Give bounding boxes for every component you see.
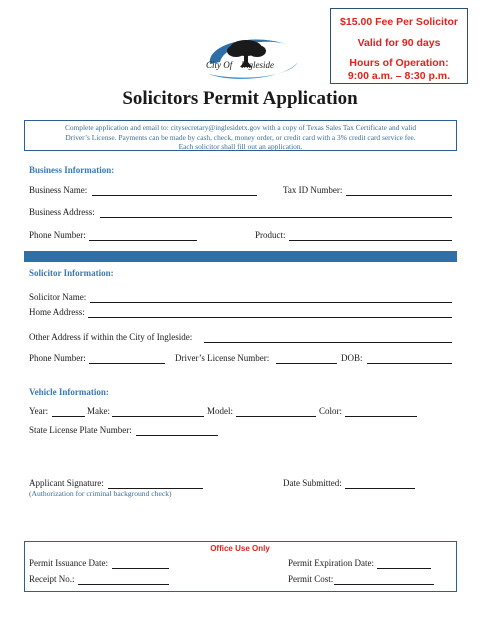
applicant-signature-label: Applicant Signature: <box>29 478 104 488</box>
make-label: Make: <box>87 406 110 416</box>
dob-field[interactable] <box>367 363 452 364</box>
city-logo <box>196 34 301 82</box>
license-field[interactable] <box>276 363 337 364</box>
permit-cost-field[interactable] <box>334 584 434 585</box>
tax-id-label: Tax ID Number: <box>283 185 343 195</box>
fee-text: $15.00 Fee Per Solicitor <box>340 16 458 28</box>
page-title: Solicitors Permit Application <box>122 88 358 109</box>
solicitor-heading: Solicitor Information: <box>29 268 114 278</box>
year-field[interactable] <box>52 416 85 417</box>
business-address-field[interactable] <box>100 217 452 218</box>
other-address-field[interactable] <box>204 342 452 343</box>
signature-note: (Authorization for criminal background check) <box>29 489 172 498</box>
issuance-date-label: Permit Issuance Date: <box>29 558 108 568</box>
logo-text-name: Ingleside <box>241 60 274 70</box>
date-submitted-label: Date Submitted: <box>283 478 342 488</box>
fee-info-box <box>330 8 468 84</box>
plate-label: State License Plate Number: <box>29 425 132 435</box>
model-field[interactable] <box>236 416 316 417</box>
license-label: Driver’s License Number: <box>175 353 270 363</box>
logo-text-city: City Of <box>206 60 233 70</box>
instructions-line-1: Complete application and email to: citysecretary@inglesidetx.gov with a copy of Texas Sales Tax Certificate and valid <box>64 123 417 132</box>
expiration-date-label: Permit Expiration Date: <box>288 558 374 568</box>
solicitor-phone-field[interactable] <box>89 363 165 364</box>
home-address-label: Home Address: <box>29 307 85 317</box>
tax-id-field[interactable] <box>346 195 452 196</box>
solicitor-name-field[interactable] <box>90 302 452 303</box>
product-field[interactable] <box>289 240 452 241</box>
permit-cost-label: Permit Cost: <box>288 574 334 584</box>
hours-label: Hours of Operation: <box>349 57 449 69</box>
year-label: Year: <box>29 406 49 416</box>
business-heading: Business Information: <box>29 165 115 175</box>
solicitor-phone-label: Phone Number: <box>29 353 86 363</box>
issuance-date-field[interactable] <box>112 568 169 569</box>
hours-text: 9:00 a.m. – 8:30 p.m. <box>347 70 451 82</box>
business-phone-label: Phone Number: <box>29 230 86 240</box>
home-address-field[interactable] <box>88 317 452 318</box>
model-label: Model: <box>207 406 233 416</box>
other-address-label: Other Address if within the City of Ingleside: <box>29 332 193 342</box>
make-field[interactable] <box>112 416 204 417</box>
color-label: Color: <box>319 406 343 416</box>
product-label: Product: <box>255 230 286 240</box>
business-address-label: Business Address: <box>29 207 95 217</box>
receipt-field[interactable] <box>78 584 169 585</box>
instructions-line-2: Driver’s License. Payments can be made by cash, check, money order, or credit card with a 3% credit card service fee. <box>65 132 416 142</box>
section-divider-bar <box>24 251 457 262</box>
date-submitted-field[interactable] <box>345 488 415 489</box>
business-name-field[interactable] <box>92 195 257 196</box>
office-use-title: Office Use Only <box>210 544 270 553</box>
business-phone-field[interactable] <box>89 240 197 241</box>
instructions-box <box>24 120 457 151</box>
color-field[interactable] <box>345 416 417 417</box>
expiration-date-field[interactable] <box>377 568 431 569</box>
dob-label: DOB: <box>341 353 363 363</box>
plate-field[interactable] <box>136 435 218 436</box>
vehicle-heading: Vehicle Information: <box>29 387 109 397</box>
receipt-label: Receipt No.: <box>29 574 75 584</box>
business-name-label: Business Name: <box>29 185 88 195</box>
solicitor-name-label: Solicitor Name: <box>29 292 87 302</box>
validity-text: Valid for 90 days <box>357 37 441 49</box>
instructions-line-3: Each solicitor shall fill out an application. <box>178 142 303 152</box>
